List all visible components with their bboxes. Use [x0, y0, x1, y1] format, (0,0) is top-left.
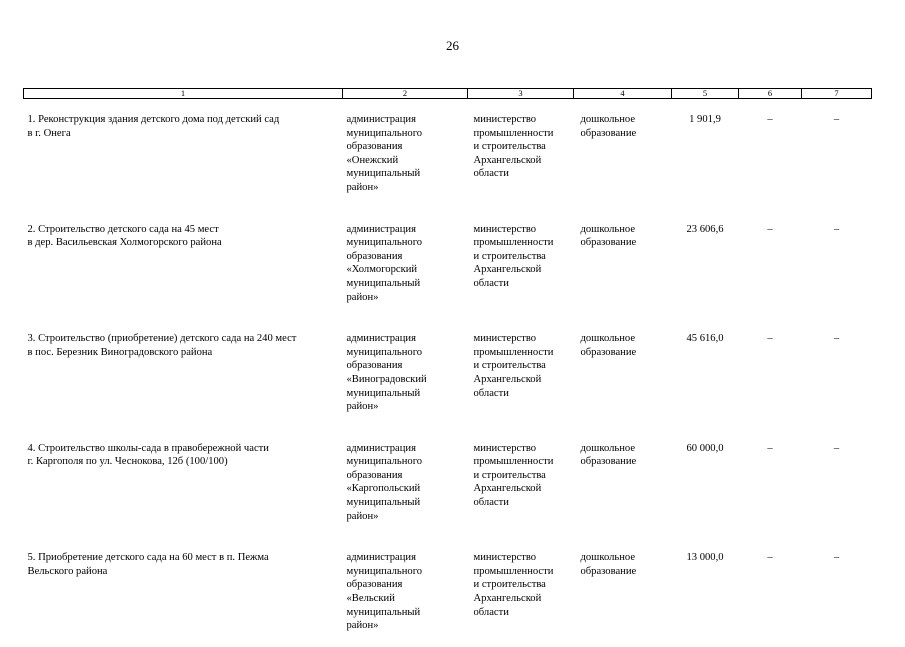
ministry-cell: министерство промышленности и строительства Архангельской области — [473, 114, 554, 180]
column-7-cell: – — [833, 442, 840, 454]
table-row — [24, 537, 872, 647]
category-cell: дошкольное образование — [580, 552, 637, 577]
category-cell: дошкольное образование — [580, 223, 637, 249]
administrator-cell: администрация муниципального образования «Виноградовский муниципальный район» — [346, 333, 427, 413]
table-row — [24, 428, 872, 538]
ministry-cell: министерство промышленности и строительства Архангельской области — [473, 552, 554, 618]
ministry-cell: министерство промышленности и строительства Архангельской области — [473, 333, 554, 399]
project-name-cell: 1. Реконструкция здания детского дома под детский сад в г. Онега — [27, 114, 280, 139]
column-6-cell: – — [767, 552, 773, 564]
column-6-cell: – — [767, 333, 773, 345]
column-number-4: 4 — [574, 89, 672, 99]
column-number-6: 6 — [739, 89, 802, 99]
column-6-cell: – — [767, 223, 773, 235]
column-6-cell: – — [767, 114, 773, 125]
project-name-cell: 4. Строительство школы-сада в правобережной части г. Каргополя по ул. Чеснокова, 12б (100/100) — [27, 442, 269, 468]
column-number-1: 1 — [24, 89, 343, 99]
column-7-cell: – — [833, 333, 840, 345]
amount-cell: 1 901,9 — [689, 114, 721, 125]
category-cell: дошкольное образование — [580, 114, 637, 139]
amount-cell: 23 606,6 — [686, 223, 724, 235]
projects-table — [23, 88, 872, 647]
amount-cell: 60 000,0 — [686, 442, 724, 454]
column-6-cell: – — [767, 442, 773, 454]
administrator-cell: администрация муниципального образования «Холмогорский муниципальный район» — [346, 223, 423, 303]
table-row — [24, 99, 872, 209]
table-row — [24, 318, 872, 428]
ministry-cell: министерство промышленности и строительства Архангельской области — [473, 442, 554, 509]
table-row — [24, 209, 872, 319]
amount-cell: 13 000,0 — [686, 552, 724, 564]
category-cell: дошкольное образование — [580, 442, 637, 468]
column-number-header-row — [24, 89, 872, 99]
column-number-3: 3 — [468, 89, 574, 99]
column-7-cell: – — [833, 552, 840, 564]
column-7-cell: – — [833, 223, 840, 235]
amount-cell: 45 616,0 — [686, 333, 724, 345]
project-name-cell: 3. Строительство (приобретение) детского сада на 240 мест в пос. Березник Виноградовского района — [27, 333, 297, 358]
page-number: 26 — [446, 38, 459, 53]
project-name-cell: 2. Строительство детского сада на 45 мест в дер. Васильевская Холмогорского района — [27, 223, 222, 249]
administrator-cell: администрация муниципального образования «Онежский муниципальный район» — [346, 114, 423, 193]
column-7-cell: – — [833, 114, 840, 125]
project-name-cell: 5. Приобретение детского сада на 60 мест в п. Пежма Вельского района — [27, 552, 269, 577]
category-cell: дошкольное образование — [580, 333, 637, 358]
ministry-cell: министерство промышленности и строительства Архангельской области — [473, 223, 554, 289]
administrator-cell: администрация муниципального образования «Каргопольский муниципальный район» — [346, 442, 423, 522]
column-number-7: 7 — [802, 89, 872, 99]
administrator-cell: администрация муниципального образования «Вельский муниципальный район» — [346, 552, 423, 632]
column-number-5: 5 — [672, 89, 739, 99]
column-number-2: 2 — [343, 89, 468, 99]
